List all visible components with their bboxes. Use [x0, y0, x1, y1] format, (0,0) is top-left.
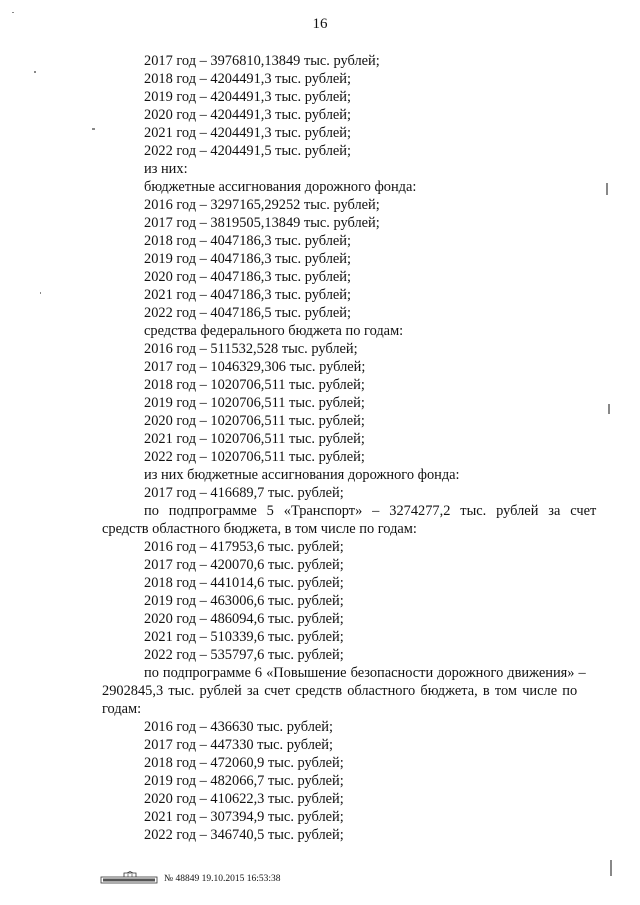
text-line: 2022 год – 535797,6 тыс. рублей; [144, 647, 344, 663]
text-line: 2020 год – 4047186,3 тыс. рублей; [144, 269, 351, 285]
text-line: 2022 год – 346740,5 тыс. рублей; [144, 827, 344, 843]
page-number: 16 [312, 16, 328, 32]
scan-speck [610, 860, 612, 876]
text-line: 2019 год – 463006,6 тыс. рублей; [144, 593, 344, 609]
document-footer [100, 871, 500, 887]
text-line: 2017 год – 3819505,13849 тыс. рублей; [144, 215, 380, 231]
text-line: 2021 год – 4204491,3 тыс. рублей; [144, 125, 351, 141]
text-line: 2017 год – 420070,6 тыс. рублей; [144, 557, 344, 573]
paragraph-line [102, 502, 612, 520]
text-line: 2021 год – 4047186,3 тыс. рублей; [144, 287, 351, 303]
text-line: 2016 год – 417953,6 тыс. рублей; [144, 539, 344, 555]
paragraph-text: по подпрограмме 5 «Транспорт» – 3274277,2 тыс. рублей за счет [144, 503, 597, 519]
scan-speck [608, 404, 610, 414]
text-line: 2016 год – 436630 тыс. рублей; [144, 719, 333, 735]
text-line: 2019 год – 4204491,3 тыс. рублей; [144, 89, 351, 105]
text-line: 2016 год – 3297165,29252 тыс. рублей; [144, 197, 380, 213]
paragraph-line [102, 682, 612, 700]
text-line: 2019 год – 1020706,511 тыс. рублей; [144, 395, 365, 411]
paragraph-line: средств областного бюджета, в том числе по годам: [102, 521, 417, 537]
document-body [102, 52, 612, 844]
text-line: 2018 год – 4047186,3 тыс. рублей; [144, 233, 351, 249]
text-line: 2022 год – 4204491,5 тыс. рублей; [144, 143, 351, 159]
text-line: 2022 год – 1020706,511 тыс. рублей; [144, 449, 365, 465]
text-line: 2020 год – 1020706,511 тыс. рублей; [144, 413, 365, 429]
scan-speck [12, 12, 14, 13]
text-line: 2017 год – 447330 тыс. рублей; [144, 737, 333, 753]
text-line: 2018 год – 441014,6 тыс. рублей; [144, 575, 344, 591]
text-line: 2022 год – 4047186,5 тыс. рублей; [144, 305, 351, 321]
document-registration-stamp: № 48849 19.10.2015 16:53:38 [164, 874, 281, 884]
text-line: 2020 год – 410622,3 тыс. рублей; [144, 791, 344, 807]
funding-list-a [102, 52, 612, 502]
scan-speck [606, 183, 608, 195]
paragraph-transport [102, 502, 612, 538]
text-line: 2021 год – 307394,9 тыс. рублей; [144, 809, 344, 825]
text-line: бюджетные ассигнования дорожного фонда: [144, 179, 417, 195]
paragraph-road-safety [102, 664, 612, 718]
text-line: 2019 год – 482066,7 тыс. рублей; [144, 773, 344, 789]
registry-stamp-logo [100, 871, 160, 885]
text-line: 2017 год – 416689,7 тыс. рублей; [144, 485, 344, 501]
text-line: из них: [144, 161, 188, 177]
text-line: 2018 год – 4204491,3 тыс. рублей; [144, 71, 351, 87]
scan-speck [92, 128, 95, 130]
text-line: из них бюджетные ассигнования дорожного фонда: [144, 467, 460, 483]
text-line: 2017 год – 1046329,306 тыс. рублей; [144, 359, 366, 375]
text-line: 2020 год – 4204491,3 тыс. рублей; [144, 107, 351, 123]
text-line: 2018 год – 1020706,511 тыс. рублей; [144, 377, 365, 393]
scan-speck [34, 71, 36, 73]
text-line: 2021 год – 510339,6 тыс. рублей; [144, 629, 344, 645]
funding-list-b [102, 538, 612, 664]
scan-speck [40, 292, 41, 294]
text-line: средства федерального бюджета по годам: [144, 323, 404, 339]
paragraph-line [102, 664, 612, 682]
paragraph-text: по подпрограмме 6 «Повышение безопасности дорожного движения» – [144, 665, 586, 681]
funding-list-c [102, 718, 612, 844]
text-line: 2019 год – 4047186,3 тыс. рублей; [144, 251, 351, 267]
paragraph-line: годам: [102, 701, 142, 717]
text-line: 2020 год – 486094,6 тыс. рублей; [144, 611, 344, 627]
text-line: 2016 год – 511532,528 тыс. рублей; [144, 341, 358, 357]
text-line: 2021 год – 1020706,511 тыс. рублей; [144, 431, 365, 447]
text-line: 2018 год – 472060,9 тыс. рублей; [144, 755, 344, 771]
text-line: 2017 год – 3976810,13849 тыс. рублей; [144, 53, 380, 69]
paragraph-text: 2902845,3 тыс. рублей за счет средств областного бюджета, в том числе по [102, 683, 578, 699]
